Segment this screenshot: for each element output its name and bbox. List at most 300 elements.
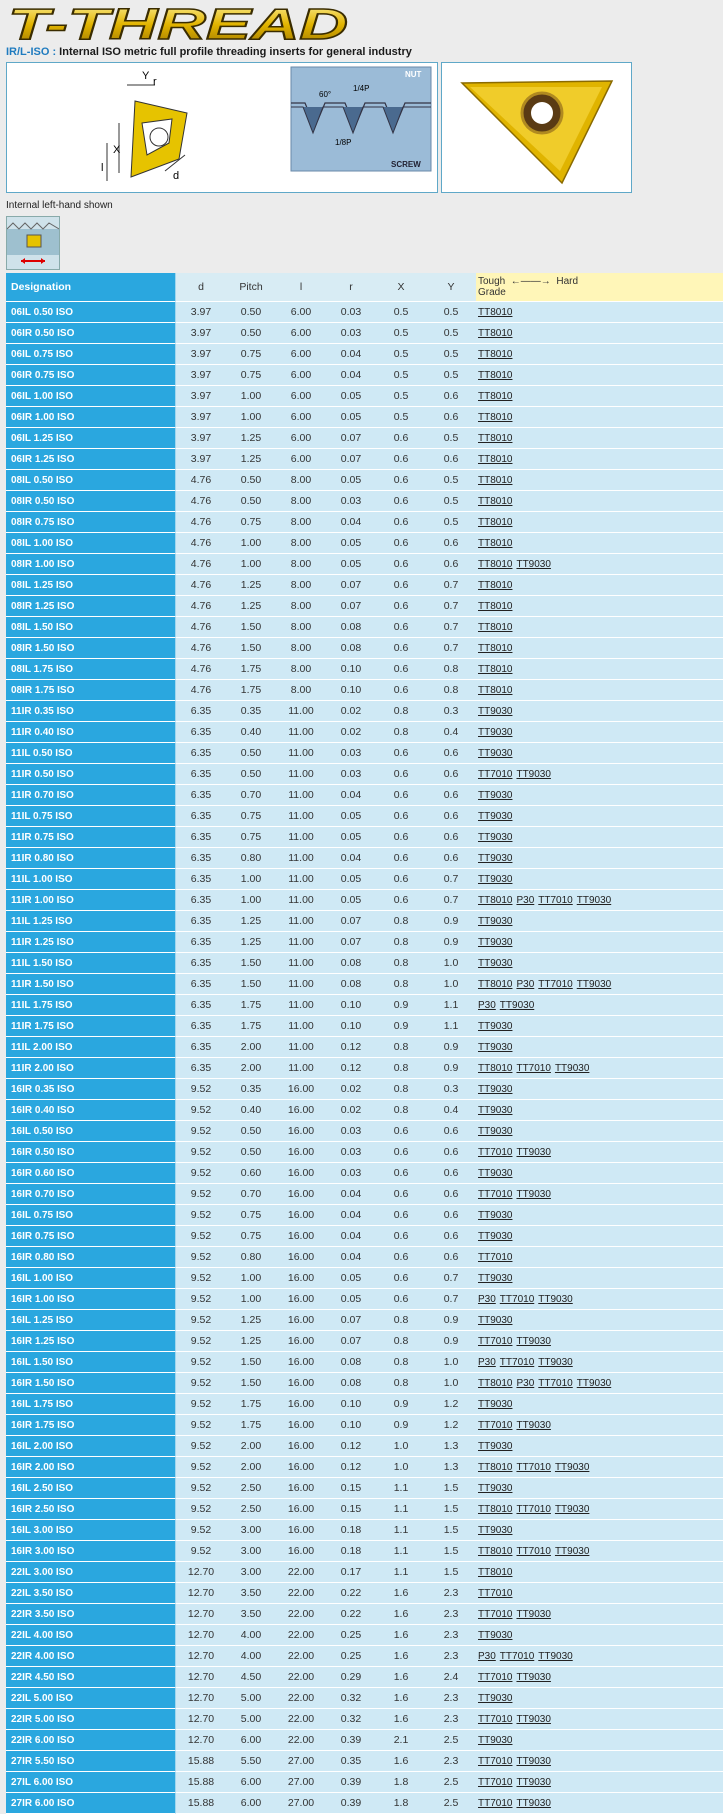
grade-link[interactable]: TT7010 bbox=[516, 1462, 551, 1473]
cell-designation: 16IR 1.75 ISO bbox=[6, 1415, 176, 1436]
cell-d: 4.76 bbox=[176, 512, 226, 533]
grade-link[interactable]: TT9030 bbox=[478, 1735, 513, 1746]
cell-designation: 16IL 2.00 ISO bbox=[6, 1436, 176, 1457]
cell-x: 1.1 bbox=[376, 1478, 426, 1499]
grade-link[interactable]: TT9030 bbox=[478, 874, 513, 885]
cell-l: 11.00 bbox=[276, 722, 326, 743]
grade-link[interactable]: TT9030 bbox=[478, 790, 513, 801]
cell-grades bbox=[476, 743, 723, 764]
cell-r: 0.10 bbox=[326, 995, 376, 1016]
cell-d: 12.70 bbox=[176, 1709, 226, 1730]
cell-l: 22.00 bbox=[276, 1667, 326, 1688]
grade-link[interactable]: TT9030 bbox=[478, 706, 513, 717]
grade-link[interactable]: TT9030 bbox=[516, 1777, 551, 1788]
table-row bbox=[6, 1541, 723, 1562]
grade-link[interactable]: TT7010 bbox=[499, 1294, 535, 1305]
cell-pitch: 1.00 bbox=[226, 869, 276, 890]
grade-link[interactable]: TT7010 bbox=[516, 1546, 551, 1557]
grade-link[interactable]: TT9030 bbox=[478, 1168, 513, 1179]
cell-designation: 11IL 1.50 ISO bbox=[6, 953, 176, 974]
cell-designation: 16IR 1.50 ISO bbox=[6, 1373, 176, 1394]
grade-link[interactable]: TT7010 bbox=[478, 1672, 513, 1683]
cell-r: 0.07 bbox=[326, 575, 376, 596]
cell-x: 0.8 bbox=[376, 1331, 426, 1352]
cell-r: 0.02 bbox=[326, 701, 376, 722]
grade-link[interactable]: P30 bbox=[478, 1651, 496, 1662]
table-row bbox=[6, 1583, 723, 1604]
cell-pitch: 4.50 bbox=[226, 1667, 276, 1688]
grade-link[interactable]: TT9030 bbox=[499, 1000, 535, 1011]
cell-x: 1.1 bbox=[376, 1499, 426, 1520]
cell-r: 0.10 bbox=[326, 659, 376, 680]
grade-link[interactable]: TT8010 bbox=[478, 433, 513, 444]
cell-d: 6.35 bbox=[176, 974, 226, 995]
grade-link[interactable]: TT9030 bbox=[478, 1693, 513, 1704]
table-row bbox=[6, 1709, 723, 1730]
cell-r: 0.08 bbox=[326, 617, 376, 638]
cell-r: 0.10 bbox=[326, 1394, 376, 1415]
grade-link[interactable]: TT8010 bbox=[478, 643, 513, 654]
grade-link[interactable]: TT9030 bbox=[516, 1672, 551, 1683]
cell-grades bbox=[476, 1373, 723, 1394]
grade-link[interactable]: TT9030 bbox=[538, 1294, 573, 1305]
grade-link[interactable]: TT9030 bbox=[554, 1063, 590, 1074]
grade-link[interactable]: TT9030 bbox=[516, 1756, 551, 1767]
table-row bbox=[6, 1415, 723, 1436]
grade-link[interactable]: TT8010 bbox=[478, 1063, 513, 1074]
grade-link[interactable]: TT9030 bbox=[478, 1483, 513, 1494]
table-row bbox=[6, 911, 723, 932]
cell-x: 0.5 bbox=[376, 323, 426, 344]
grade-link[interactable]: TT7010 bbox=[478, 1756, 513, 1767]
grade-link[interactable]: TT9030 bbox=[478, 853, 513, 864]
cell-x: 0.6 bbox=[376, 1121, 426, 1142]
cell-d: 6.35 bbox=[176, 806, 226, 827]
grade-link[interactable]: TT9030 bbox=[516, 1336, 551, 1347]
grade-link[interactable]: TT9030 bbox=[554, 1546, 590, 1557]
grade-link[interactable]: TT9030 bbox=[478, 1042, 513, 1053]
cell-l: 22.00 bbox=[276, 1730, 326, 1751]
cell-d: 9.52 bbox=[176, 1331, 226, 1352]
cell-r: 0.08 bbox=[326, 974, 376, 995]
cell-grades bbox=[476, 554, 723, 575]
diagram-label-r: r bbox=[153, 76, 157, 88]
cell-grades bbox=[476, 1709, 723, 1730]
cell-d: 3.97 bbox=[176, 302, 226, 323]
cell-designation: 06IL 0.75 ISO bbox=[6, 344, 176, 365]
cell-l: 11.00 bbox=[276, 785, 326, 806]
table-row bbox=[6, 1079, 723, 1100]
grade-link[interactable]: TT9030 bbox=[478, 1315, 513, 1326]
cell-x: 0.6 bbox=[376, 596, 426, 617]
brand-logo bbox=[4, 1, 354, 45]
cell-y: 1.0 bbox=[426, 953, 476, 974]
grade-link[interactable]: TT9030 bbox=[516, 1147, 551, 1158]
cell-x: 0.6 bbox=[376, 869, 426, 890]
grade-link[interactable]: TT8010 bbox=[478, 1378, 513, 1389]
cell-y: 0.9 bbox=[426, 1331, 476, 1352]
grade-link[interactable]: TT8010 bbox=[478, 496, 513, 507]
cell-l: 11.00 bbox=[276, 764, 326, 785]
cell-designation: 11IL 1.75 ISO bbox=[6, 995, 176, 1016]
grade-link[interactable]: TT9030 bbox=[478, 727, 513, 738]
logo-text: T-THREAD bbox=[8, 1, 348, 45]
cell-x: 0.6 bbox=[376, 533, 426, 554]
grade-link[interactable]: TT8010 bbox=[478, 517, 513, 528]
cell-d: 3.97 bbox=[176, 449, 226, 470]
cell-designation: 22IL 3.00 ISO bbox=[6, 1562, 176, 1583]
grade-link[interactable]: TT9030 bbox=[538, 1357, 573, 1368]
grade-link[interactable]: TT7010 bbox=[538, 1378, 573, 1389]
cell-y: 0.5 bbox=[426, 302, 476, 323]
cell-x: 0.9 bbox=[376, 1415, 426, 1436]
grade-link[interactable]: P30 bbox=[478, 1294, 496, 1305]
grade-link[interactable]: TT9030 bbox=[478, 832, 513, 843]
cell-l: 27.00 bbox=[276, 1772, 326, 1793]
cell-y: 0.6 bbox=[426, 806, 476, 827]
cell-y: 2.5 bbox=[426, 1730, 476, 1751]
cell-pitch: 3.00 bbox=[226, 1562, 276, 1583]
cell-grades bbox=[476, 1205, 723, 1226]
grade-link[interactable]: TT9030 bbox=[478, 1126, 513, 1137]
cell-y: 0.6 bbox=[426, 449, 476, 470]
cell-y: 0.5 bbox=[426, 512, 476, 533]
grade-link[interactable]: TT9030 bbox=[478, 1273, 513, 1284]
handedness-thumbnail bbox=[6, 216, 60, 270]
grade-link[interactable]: TT8010 bbox=[478, 412, 513, 423]
cell-d: 12.70 bbox=[176, 1625, 226, 1646]
cell-l: 6.00 bbox=[276, 386, 326, 407]
cell-r: 0.08 bbox=[326, 1352, 376, 1373]
grade-link[interactable]: TT9030 bbox=[478, 748, 513, 759]
grade-link[interactable]: TT9030 bbox=[478, 916, 513, 927]
cell-x: 0.8 bbox=[376, 1373, 426, 1394]
cell-x: 0.8 bbox=[376, 1037, 426, 1058]
cell-designation: 11IL 0.50 ISO bbox=[6, 743, 176, 764]
table-row bbox=[6, 1478, 723, 1499]
cell-x: 0.8 bbox=[376, 1079, 426, 1100]
cell-pitch: 0.50 bbox=[226, 1142, 276, 1163]
cell-designation: 08IR 1.75 ISO bbox=[6, 680, 176, 701]
cell-y: 0.6 bbox=[426, 1226, 476, 1247]
cell-designation: 16IL 1.25 ISO bbox=[6, 1310, 176, 1331]
cell-l: 16.00 bbox=[276, 1100, 326, 1121]
table-row bbox=[6, 932, 723, 953]
grade-link[interactable]: TT9030 bbox=[478, 1399, 513, 1410]
cell-grades bbox=[476, 596, 723, 617]
cell-pitch: 2.00 bbox=[226, 1037, 276, 1058]
grade-link[interactable]: TT9030 bbox=[516, 1189, 551, 1200]
cell-pitch: 1.00 bbox=[226, 386, 276, 407]
grade-link[interactable]: TT8010 bbox=[478, 1546, 513, 1557]
table-row bbox=[6, 1688, 723, 1709]
grade-link[interactable]: TT9030 bbox=[478, 1210, 513, 1221]
cell-x: 1.6 bbox=[376, 1751, 426, 1772]
cell-l: 6.00 bbox=[276, 407, 326, 428]
cell-designation: 11IL 0.75 ISO bbox=[6, 806, 176, 827]
cell-designation: 11IL 1.25 ISO bbox=[6, 911, 176, 932]
cell-l: 8.00 bbox=[276, 533, 326, 554]
cell-d: 9.52 bbox=[176, 1100, 226, 1121]
grade-link[interactable]: TT7010 bbox=[538, 895, 573, 906]
cell-x: 0.8 bbox=[376, 722, 426, 743]
grade-link[interactable]: TT7010 bbox=[478, 1336, 513, 1347]
grade-link[interactable]: TT8010 bbox=[478, 1567, 513, 1578]
cell-d: 9.52 bbox=[176, 1184, 226, 1205]
grade-link[interactable]: TT8010 bbox=[478, 1504, 513, 1515]
grade-link[interactable]: TT7010 bbox=[478, 1147, 513, 1158]
cell-y: 0.6 bbox=[426, 1163, 476, 1184]
insert-dimension-diagram bbox=[7, 63, 437, 192]
cell-x: 0.8 bbox=[376, 1352, 426, 1373]
grade-link[interactable]: TT9030 bbox=[478, 937, 513, 948]
cell-r: 0.04 bbox=[326, 1247, 376, 1268]
grade-link[interactable]: TT7010 bbox=[538, 979, 573, 990]
cell-y: 0.7 bbox=[426, 869, 476, 890]
grade-link[interactable]: TT9030 bbox=[516, 769, 551, 780]
cell-d: 4.76 bbox=[176, 554, 226, 575]
grade-link[interactable]: TT7010 bbox=[478, 1420, 513, 1431]
grade-link[interactable]: P30 bbox=[516, 979, 535, 990]
grade-link[interactable]: P30 bbox=[478, 1000, 496, 1011]
grade-link[interactable]: TT8010 bbox=[478, 685, 513, 696]
cell-x: 1.1 bbox=[376, 1520, 426, 1541]
grade-link[interactable]: TT9030 bbox=[576, 1378, 612, 1389]
cell-y: 0.3 bbox=[426, 1079, 476, 1100]
table-row bbox=[6, 1373, 723, 1394]
cell-pitch: 1.25 bbox=[226, 575, 276, 596]
cell-x: 0.6 bbox=[376, 617, 426, 638]
grade-link[interactable]: TT8010 bbox=[478, 349, 513, 360]
grade-link[interactable]: TT9030 bbox=[516, 559, 551, 570]
table-row bbox=[6, 1058, 723, 1079]
grade-link[interactable]: TT9030 bbox=[554, 1462, 590, 1473]
grade-link[interactable]: TT7010 bbox=[478, 1588, 513, 1599]
cell-pitch: 0.75 bbox=[226, 1226, 276, 1247]
grade-link[interactable]: TT8010 bbox=[478, 895, 513, 906]
cell-r: 0.03 bbox=[326, 491, 376, 512]
cell-y: 1.1 bbox=[426, 1016, 476, 1037]
grade-link[interactable]: TT7010 bbox=[478, 1609, 513, 1620]
cell-d: 9.52 bbox=[176, 1457, 226, 1478]
grade-link[interactable]: TT8010 bbox=[478, 979, 513, 990]
cell-grades bbox=[476, 1058, 723, 1079]
cell-x: 0.5 bbox=[376, 407, 426, 428]
cell-r: 0.04 bbox=[326, 1184, 376, 1205]
cell-designation: 16IR 1.25 ISO bbox=[6, 1331, 176, 1352]
grade-link[interactable]: TT8010 bbox=[478, 1462, 513, 1473]
cell-grades bbox=[476, 449, 723, 470]
cell-grades bbox=[476, 407, 723, 428]
grade-link[interactable]: TT9030 bbox=[478, 1441, 513, 1452]
cell-grades bbox=[476, 1268, 723, 1289]
cell-l: 8.00 bbox=[276, 617, 326, 638]
grade-link[interactable]: TT9030 bbox=[516, 1798, 551, 1809]
cell-designation: 16IR 2.50 ISO bbox=[6, 1499, 176, 1520]
grade-link[interactable]: TT7010 bbox=[478, 769, 513, 780]
cell-l: 8.00 bbox=[276, 554, 326, 575]
cell-r: 0.18 bbox=[326, 1520, 376, 1541]
cell-y: 1.1 bbox=[426, 995, 476, 1016]
cell-y: 1.0 bbox=[426, 1352, 476, 1373]
grade-link[interactable]: TT9030 bbox=[516, 1609, 551, 1620]
cell-designation: 16IR 3.00 ISO bbox=[6, 1541, 176, 1562]
grade-link[interactable]: TT8010 bbox=[478, 454, 513, 465]
cell-r: 0.12 bbox=[326, 1058, 376, 1079]
cell-pitch: 0.75 bbox=[226, 806, 276, 827]
cell-x: 0.6 bbox=[376, 1205, 426, 1226]
grade-link[interactable]: TT9030 bbox=[478, 1105, 513, 1116]
grade-link[interactable]: TT9030 bbox=[478, 1630, 513, 1641]
grade-link[interactable]: TT9030 bbox=[576, 979, 612, 990]
cell-r: 0.05 bbox=[326, 827, 376, 848]
cell-grades bbox=[476, 722, 723, 743]
grade-link[interactable]: TT7010 bbox=[478, 1714, 513, 1725]
cell-designation: 16IR 0.40 ISO bbox=[6, 1100, 176, 1121]
cell-l: 16.00 bbox=[276, 1352, 326, 1373]
cell-pitch: 0.35 bbox=[226, 1079, 276, 1100]
cell-grades bbox=[476, 1604, 723, 1625]
cell-grades bbox=[476, 323, 723, 344]
grade-link[interactable]: TT7010 bbox=[516, 1504, 551, 1515]
table-row bbox=[6, 323, 723, 344]
grade-link[interactable]: TT8010 bbox=[478, 328, 513, 339]
grade-link[interactable]: TT9030 bbox=[516, 1714, 551, 1725]
cell-designation: 22IL 4.00 ISO bbox=[6, 1625, 176, 1646]
grade-link[interactable]: TT8010 bbox=[478, 664, 513, 675]
grade-link[interactable]: TT8010 bbox=[478, 559, 513, 570]
grade-link[interactable]: TT9030 bbox=[478, 811, 513, 822]
cell-pitch: 3.50 bbox=[226, 1604, 276, 1625]
cell-pitch: 2.50 bbox=[226, 1499, 276, 1520]
scale-arrow-icon: ←——→ bbox=[508, 276, 554, 287]
cell-designation: 08IR 1.00 ISO bbox=[6, 554, 176, 575]
grade-link[interactable]: TT9030 bbox=[554, 1504, 590, 1515]
cell-grades bbox=[476, 1646, 723, 1667]
grade-link[interactable]: TT7010 bbox=[478, 1252, 513, 1263]
cell-pitch: 0.40 bbox=[226, 722, 276, 743]
cell-grades bbox=[476, 869, 723, 890]
table-row bbox=[6, 743, 723, 764]
cell-y: 0.6 bbox=[426, 848, 476, 869]
grade-link[interactable]: TT8010 bbox=[478, 622, 513, 633]
grade-link[interactable]: TT9030 bbox=[478, 958, 513, 969]
cell-y: 0.6 bbox=[426, 1184, 476, 1205]
cell-d: 9.52 bbox=[176, 1415, 226, 1436]
table-row bbox=[6, 1121, 723, 1142]
grade-link[interactable]: TT7010 bbox=[516, 1063, 551, 1074]
cell-d: 9.52 bbox=[176, 1352, 226, 1373]
grade-link[interactable]: TT7010 bbox=[478, 1798, 513, 1809]
cell-x: 0.6 bbox=[376, 764, 426, 785]
cell-y: 0.5 bbox=[426, 344, 476, 365]
grade-link[interactable]: TT8010 bbox=[478, 307, 513, 318]
grade-link[interactable]: TT9030 bbox=[576, 895, 612, 906]
grade-link[interactable]: P30 bbox=[516, 1378, 535, 1389]
grade-link[interactable]: TT9030 bbox=[478, 1084, 513, 1095]
cell-designation: 08IL 1.75 ISO bbox=[6, 659, 176, 680]
cell-designation: 08IL 0.50 ISO bbox=[6, 470, 176, 491]
cell-l: 8.00 bbox=[276, 596, 326, 617]
table-row bbox=[6, 1037, 723, 1058]
grade-link[interactable]: TT9030 bbox=[516, 1420, 551, 1431]
cell-r: 0.03 bbox=[326, 302, 376, 323]
cell-grades bbox=[476, 365, 723, 386]
cell-x: 0.6 bbox=[376, 1289, 426, 1310]
table-row bbox=[6, 1625, 723, 1646]
grade-link[interactable]: TT7010 bbox=[478, 1777, 513, 1788]
grade-link[interactable]: TT8010 bbox=[478, 601, 513, 612]
cell-l: 11.00 bbox=[276, 1058, 326, 1079]
cell-x: 0.5 bbox=[376, 386, 426, 407]
cell-x: 0.5 bbox=[376, 302, 426, 323]
table-row bbox=[6, 869, 723, 890]
grade-link[interactable]: TT8010 bbox=[478, 580, 513, 591]
cell-l: 16.00 bbox=[276, 1436, 326, 1457]
cell-x: 0.6 bbox=[376, 785, 426, 806]
grade-link[interactable]: P30 bbox=[478, 1357, 496, 1368]
cell-l: 11.00 bbox=[276, 953, 326, 974]
cell-pitch: 0.75 bbox=[226, 1205, 276, 1226]
cell-d: 6.35 bbox=[176, 932, 226, 953]
cell-pitch: 5.00 bbox=[226, 1709, 276, 1730]
cell-x: 0.6 bbox=[376, 659, 426, 680]
cell-designation: 22IR 5.00 ISO bbox=[6, 1709, 176, 1730]
cell-r: 0.02 bbox=[326, 1079, 376, 1100]
cell-grades bbox=[476, 1415, 723, 1436]
cell-designation: 11IR 0.50 ISO bbox=[6, 764, 176, 785]
cell-pitch: 1.00 bbox=[226, 407, 276, 428]
grade-link[interactable]: TT8010 bbox=[478, 538, 513, 549]
cell-pitch: 4.00 bbox=[226, 1646, 276, 1667]
table-row bbox=[6, 785, 723, 806]
grade-link[interactable]: TT7010 bbox=[499, 1651, 535, 1662]
grade-link[interactable]: TT7010 bbox=[499, 1357, 535, 1368]
grade-link[interactable]: TT9030 bbox=[478, 1231, 513, 1242]
table-row bbox=[6, 1016, 723, 1037]
cell-pitch: 1.25 bbox=[226, 449, 276, 470]
cell-designation: 08IL 1.50 ISO bbox=[6, 617, 176, 638]
cell-y: 0.7 bbox=[426, 638, 476, 659]
cell-y: 0.9 bbox=[426, 932, 476, 953]
cell-designation: 11IR 1.75 ISO bbox=[6, 1016, 176, 1037]
grade-link[interactable]: TT8010 bbox=[478, 475, 513, 486]
cell-grades bbox=[476, 1688, 723, 1709]
cell-l: 16.00 bbox=[276, 1079, 326, 1100]
cell-pitch: 0.60 bbox=[226, 1163, 276, 1184]
cell-grades bbox=[476, 827, 723, 848]
grade-link[interactable]: TT8010 bbox=[478, 370, 513, 381]
grade-link[interactable]: TT8010 bbox=[478, 391, 513, 402]
cell-y: 0.5 bbox=[426, 365, 476, 386]
cell-pitch: 5.00 bbox=[226, 1688, 276, 1709]
cell-l: 8.00 bbox=[276, 638, 326, 659]
cell-y: 0.6 bbox=[426, 827, 476, 848]
grade-link[interactable]: P30 bbox=[516, 895, 535, 906]
cell-r: 0.07 bbox=[326, 449, 376, 470]
grade-link[interactable]: TT9030 bbox=[538, 1651, 573, 1662]
cell-l: 11.00 bbox=[276, 1037, 326, 1058]
cell-y: 0.5 bbox=[426, 470, 476, 491]
table-row bbox=[6, 1289, 723, 1310]
grade-link[interactable]: TT7010 bbox=[478, 1189, 513, 1200]
cell-l: 22.00 bbox=[276, 1646, 326, 1667]
cell-grades bbox=[476, 995, 723, 1016]
cell-d: 6.35 bbox=[176, 785, 226, 806]
grade-link[interactable]: TT9030 bbox=[478, 1525, 513, 1536]
grade-link[interactable]: TT9030 bbox=[478, 1021, 513, 1032]
table-row bbox=[6, 449, 723, 470]
